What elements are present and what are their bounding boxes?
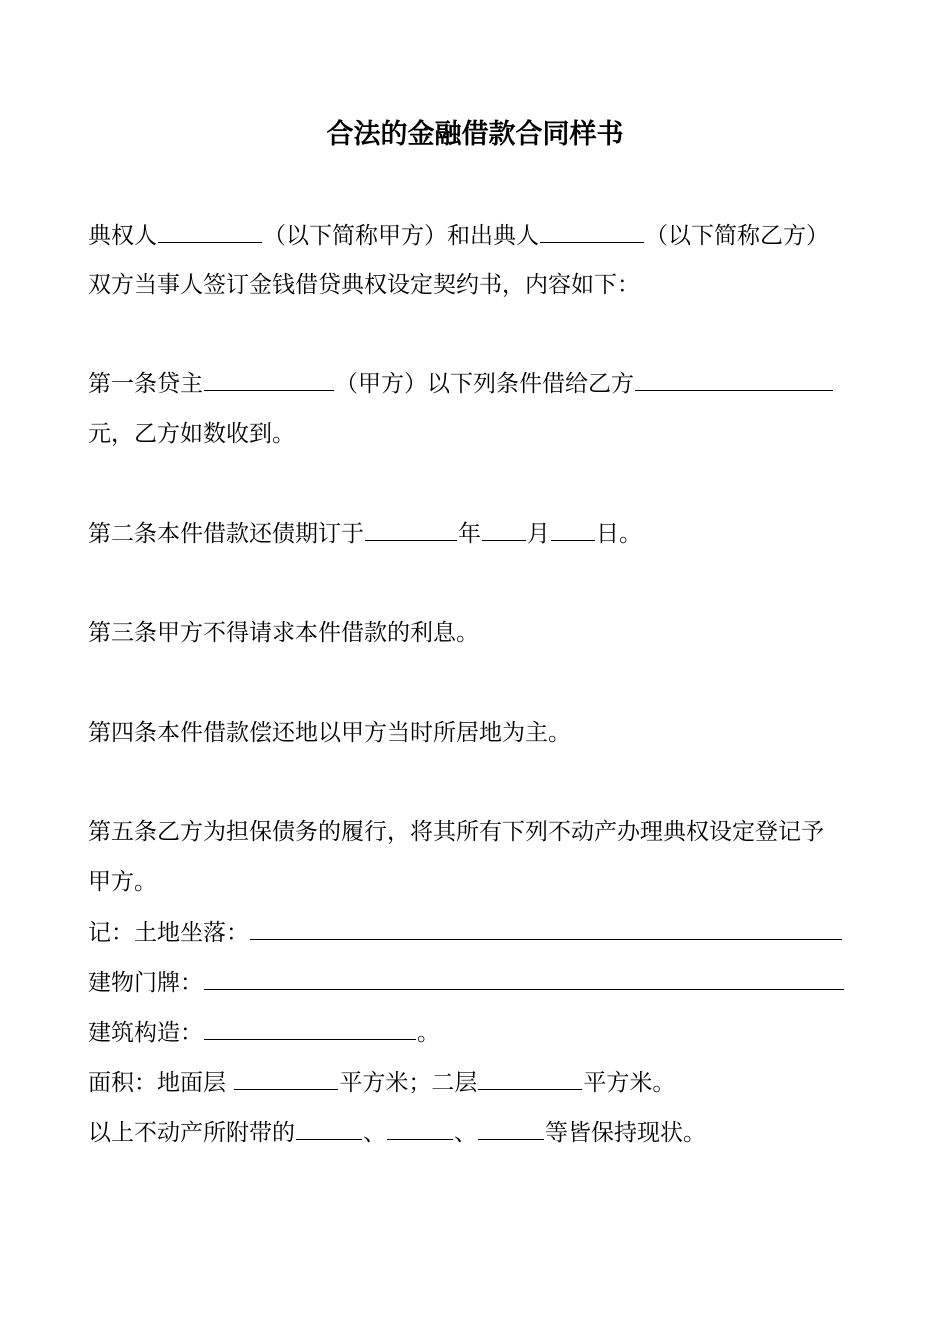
attached-end: 等皆保持现状。	[545, 1120, 706, 1146]
month-label: 月	[527, 521, 550, 547]
intro-text: （以下简称乙方）	[645, 223, 829, 249]
document-title: 合法的金融借款合同样书	[326, 119, 624, 150]
due-year-blank[interactable]	[365, 518, 457, 541]
mortgagee-blank[interactable]	[158, 220, 262, 243]
area-unit: 平方米；二层	[339, 1070, 478, 1096]
lender-blank[interactable]	[204, 368, 334, 391]
area-unit: 平方米。	[583, 1070, 676, 1096]
land-location-line	[88, 917, 843, 948]
attached-item-3-blank[interactable]	[478, 1117, 544, 1140]
intro-line-1	[88, 220, 829, 251]
article-2-line	[88, 518, 642, 549]
article-text: （甲方）以下列条件借给乙方	[335, 371, 634, 397]
article-text: 第一条贷主	[88, 371, 203, 397]
land-location-blank[interactable]	[250, 917, 842, 940]
second-floor-area-blank[interactable]	[478, 1067, 582, 1090]
ground-floor-area-blank[interactable]	[234, 1067, 338, 1090]
intro-text: （以下简称甲方）和出典人	[263, 223, 539, 249]
due-day-blank[interactable]	[551, 518, 595, 541]
article-text: 第二条本件借款还债期订于	[88, 521, 364, 547]
structure-end: 。	[417, 1020, 440, 1046]
day-label: 日。	[596, 521, 642, 547]
article-4-line: 第四条本件借款偿还地以甲方当时所居地为主。	[88, 720, 571, 746]
article-3-line: 第三条甲方不得请求本件借款的利息。	[88, 620, 479, 646]
separator: 、	[454, 1120, 477, 1146]
intro-text: 典权人	[88, 223, 157, 249]
separator: 、	[363, 1120, 386, 1146]
mortgagor-blank[interactable]	[540, 220, 644, 243]
attached-item-2-blank[interactable]	[387, 1117, 453, 1140]
structure-line	[88, 1017, 440, 1048]
article-5-line-1: 第五条乙方为担保债务的履行，将其所有下列不动产办理典权设定登记予	[88, 819, 824, 845]
building-number-line	[88, 967, 845, 998]
article-1-line-1	[88, 368, 834, 399]
attached-items-line	[88, 1117, 706, 1148]
year-label: 年	[458, 521, 481, 547]
due-month-blank[interactable]	[482, 518, 526, 541]
intro-line-2: 双方当事人签订金钱借贷典权设定契约书，内容如下：	[88, 272, 640, 298]
structure-blank[interactable]	[204, 1017, 416, 1040]
building-number-blank[interactable]	[204, 967, 844, 990]
attached-label: 以上不动产所附带的	[88, 1120, 295, 1146]
structure-label: 建筑构造：	[88, 1020, 203, 1046]
article-1-line-2: 元，乙方如数收到。	[88, 421, 295, 447]
area-label: 面积：地面层	[88, 1070, 226, 1096]
attached-item-1-blank[interactable]	[296, 1117, 362, 1140]
loan-amount-blank[interactable]	[635, 368, 833, 391]
article-5-line-2: 甲方。	[88, 869, 157, 895]
area-line	[88, 1067, 675, 1098]
building-number-label: 建物门牌：	[88, 970, 203, 996]
land-location-label: 记：土地坐落：	[88, 920, 249, 946]
